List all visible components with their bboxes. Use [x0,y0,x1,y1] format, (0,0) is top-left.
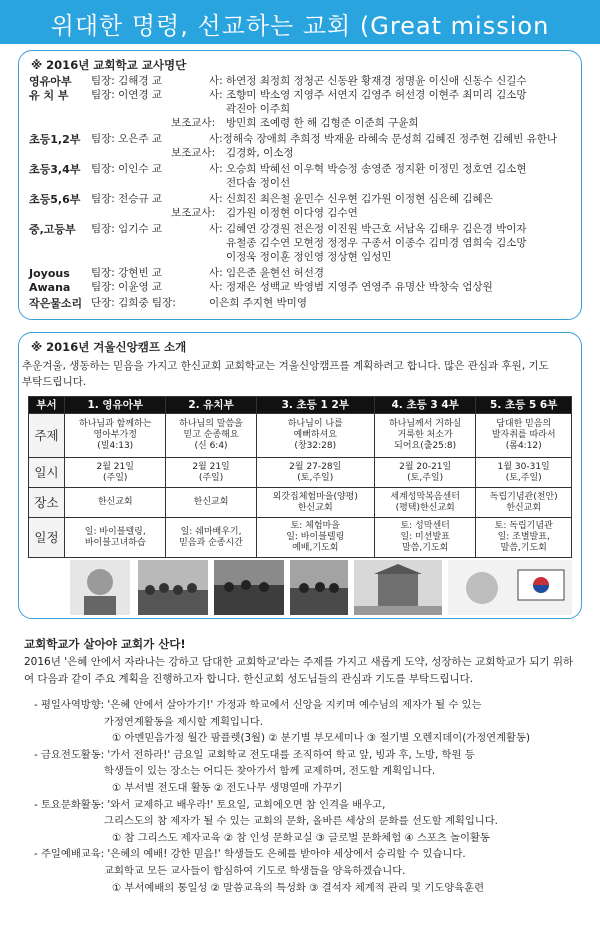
camp-table-header [29,397,572,414]
team-leader: 보조교사: [171,147,216,159]
roster-row [29,133,569,146]
roster-row [29,177,569,190]
camp-cell: 1월 30-31일 (토,주일) [476,458,572,488]
header-banner [0,0,600,44]
team-leader: 팀장: 오은주 교 [91,133,163,145]
department-name: Awana [29,281,71,294]
teacher-names: 사: 김혜연 강경원 전은정 이진원 박근호 서남옥 김태우 김은경 박이자 [209,223,527,235]
roster-row [29,207,569,220]
camp-cell: 세계성막복음센터 (평택)한신교회 [374,488,475,518]
teacher-names: 사: 조향미 박소영 지영주 서연지 김영주 허선경 이현주 최미리 김소망 [209,89,527,101]
photo-group-2 [214,560,284,615]
teacher-names: 김가원 이정현 이다영 김수연 [226,207,358,219]
camp-cell: 토: 체험마을 일: 바이블텔링 예배,기도회 [256,518,374,558]
camp-cell: 하나님이 나를 예뻐하셔요 (창32:28) [256,414,374,458]
teacher-names: 방민희 조예령 한 해 김형준 이준희 구윤희 [226,117,419,129]
mission-plan-line: - 금요전도활동: '가서 전하라!' 금요일 교회학교 전도대를 조직하여 학교 앞, 빙과 후, 노방, 학원 등 [34,748,475,761]
department-name: 초등5,6부 [29,193,81,206]
photo-gate [354,560,442,615]
camp-cell: 하나님과 함께하는 영아부가정 (빌4:13) [65,414,166,458]
camp-cell: 외갓집체험마을(양평) 한신교회 [256,488,374,518]
roster-row [29,163,569,176]
team-leader: 팀장: 이인수 교 [91,163,163,175]
camp-column-header: 5. 초등 5 6부 [476,397,572,414]
camp-cell: 독립기념관(천안) 한신교회 [476,488,572,518]
roster-row [29,281,569,294]
roster-row [29,147,569,160]
mission-plan-line: 교회학교 모든 교사들이 합심하여 기도로 학생들을 양육하겠습니다. [104,864,406,877]
team-leader: 단장: 김희중 팀장: [91,297,176,309]
camp-cell: 하나님의 말씀을 믿고 순종해요 (신 6:4) [166,414,256,458]
roster-row [29,75,569,88]
photo-child [70,560,130,615]
department-name: Joyous [29,267,70,280]
camp-cell: 토: 성막센터 일: 미션발표 말씀,기도회 [374,518,475,558]
teacher-names: 이정욱 정이훈 정인영 정상현 임성민 [226,251,392,263]
roster-row [29,237,569,250]
roster-row [29,117,569,130]
mission-plan-line: - 주일예배교육: '은혜의 예배! 강한 믿음!' 학생들도 은혜를 받아야 세상에서 승리할 수 있습니다. [34,848,466,861]
teacher-names: 사: 신희진 최은철 윤민수 신우현 김가원 이정현 심은혜 김혜은 [209,193,493,205]
camp-cell: 일: 바이블텔링, 바이블고녀하습 [65,518,166,558]
camp-cell: 담대한 믿음의 발자취를 따라서 (롬4:12) [476,414,572,458]
camp-row-label: 장소 [29,488,65,518]
teacher-names: 사: 정재은 성백교 박영범 지영주 연영주 유명산 박창숙 엄상원 [209,281,493,293]
camp-heading: ※ 2016년 겨울신앙캠프 소개 [31,340,187,354]
mission-paragraph: 2016년 '은혜 안에서 자라나는 강하고 담대한 교회학교'라는 주제를 가지고 새롭게 도약, 성장하는 교회학교가 되기 위하여 다음과 같이 주요 계획을 진행하고자 합니다. 한신교회 성도님들의 관심과 기도를 부탁드립니다. [24,656,574,685]
mission-plan-line: ① 아멘믿음가정 월간 팜플렛(3월) ② 분기별 부모세미나 ③ 절기별 오렌지데이(가정연계활동) [112,732,530,745]
camp-cell: 하나님께서 거하실 거룩한 처소가 되어요(출25:8) [374,414,475,458]
roster-row [29,89,569,102]
teacher-names: 사: 하연정 최정희 정청곤 신동완 황재경 정명윤 이신애 신동수 신길수 [209,75,527,87]
camp-column-header: 2. 유치부 [166,397,256,414]
team-leader: 팀장: 김해경 교 [91,75,163,87]
team-leader: 팀장: 강현빈 교 [91,267,163,279]
team-leader: 보조교사: [171,207,216,219]
team-leader: 보조교사: [171,117,216,129]
teacher-names: 사: 오승희 박혜선 이우혁 박승정 송영준 정지환 이정민 정호연 김소현 [209,163,527,175]
mission-plan-line: ① 부서별 전도대 활동 ② 전도나무 생명열매 가꾸기 [112,781,343,794]
mission-plan-line: 그리스도의 참 제자가 될 수 있는 교회의 문화, 올바른 세상의 문화를 선도할 계획입니다. [104,815,498,828]
department-name: 영유아부 [29,75,72,88]
department-name: 초등3,4부 [29,163,81,176]
roster-heading: ※ 2016년 교회학교 교사명단 [31,58,187,72]
teacher-names: 이은희 주지현 박미영 [209,297,307,309]
mission-plan-line: ① 참 그리스도 제자교육 ② 참 인성 문화교실 ③ 글로벌 문화체험 ④ 스포츠 놀이활동 [112,831,490,844]
photo-group-1 [138,560,208,615]
camp-table-row [29,414,572,458]
camp-cell: 2월 20-21일 (토,주일) [374,458,475,488]
roster-row [29,103,569,116]
camp-table-row [29,488,572,518]
mission-plan-list [24,697,576,896]
teacher-names: 사: 임은준 윤현선 허선경 [209,267,324,279]
mission-plan-line: 학생들이 있는 장소는 어디든 찾아가서 함께 교제하며, 전도할 계획입니다. [104,765,436,778]
camp-intro: 추운겨울, 생동하는 믿음을 가지고 한신교회 교회학교는 겨울신앙캠프를 계획하려고 합니다. 많은 관심과 후원, 기도 부탁드립니다. [22,360,549,388]
team-leader: 팀장: 전승규 교 [91,193,163,205]
camp-column-header: 1. 영유아부 [65,397,166,414]
teacher-names: 유철종 김수연 모현정 정정우 구종서 이종수 김미경 염희숙 김소망 [226,237,527,249]
camp-column-header: 4. 초등 3 4부 [374,397,475,414]
teacher-roster-box [18,50,582,320]
roster-row [29,297,569,310]
photo-flag-illustration [448,560,572,615]
mission-plan-line: - 토요문화활동: '와서 교제하고 배우라!' 토요일, 교회에오면 참 인격을 배우고, [34,798,386,811]
roster-row [29,267,569,280]
roster-row [29,223,569,236]
team-leader: 팀장: 이윤영 교 [91,281,163,293]
camp-table-row [29,458,572,488]
team-leader: 팀장: 이연경 교 [91,89,163,101]
teacher-names: 전다솜 정이선 [226,177,291,189]
camp-cell: 2월 21일 (주일) [65,458,166,488]
camp-cell: 2월 27-28일 (토,주일) [256,458,374,488]
camp-cell: 한신교회 [166,488,256,518]
camp-cell: 토: 독립기념관 일: 조별발표, 말씀,기도회 [476,518,572,558]
roster-row [29,193,569,206]
teacher-names: 곽진아 이주희 [226,103,291,115]
camp-cell: 한신교회 [65,488,166,518]
department-name: 초등1,2부 [29,133,81,146]
mission-plan-line: - 평일사역방향: '은혜 안에서 살아가기!' 가정과 학교에서 신앙을 지키며 예수님의 제자가 될 수 있는 [34,699,482,711]
camp-table [28,396,572,558]
mission-plan-line: 가정연계활동을 제시할 계획입니다. [104,715,264,728]
camp-column-header: 부서 [29,397,65,414]
camp-column-header: 3. 초등 1 2부 [256,397,374,414]
camp-cell: 2월 21일 (주일) [166,458,256,488]
mission-plan-line: ① 부서예배의 통일성 ② 말씀교육의 특성화 ③ 결석자 체계적 관리 및 기도양육훈련 [112,881,485,894]
photo-group-3 [290,560,348,615]
teacher-names: 사:정해숙 장애희 추희정 박재윤 라혜숙 문성희 김혜진 정주현 김혜빈 유한나 [209,133,558,145]
camp-photos [28,560,572,615]
mission-title: 교회학교가 살아야 교회가 산다! [24,637,186,651]
camp-row-label: 일시 [29,458,65,488]
camp-row-label: 일정 [29,518,65,558]
team-leader: 팀장: 임기수 교 [91,223,163,235]
banner-title: 위대한 명령, 선교하는 교회 (Great mission [50,12,550,40]
camp-cell: 일: 쉐마배우기, 믿음과 순종시간 [166,518,256,558]
camp-table-row [29,518,572,558]
camp-row-label: 주제 [29,414,65,458]
roster-row [29,251,569,264]
teacher-names: 김경화, 이소정 [226,147,294,159]
department-name: 작은물소리 [29,297,83,310]
department-name: 유 치 부 [29,89,69,102]
department-name: 중,고등부 [29,223,76,236]
